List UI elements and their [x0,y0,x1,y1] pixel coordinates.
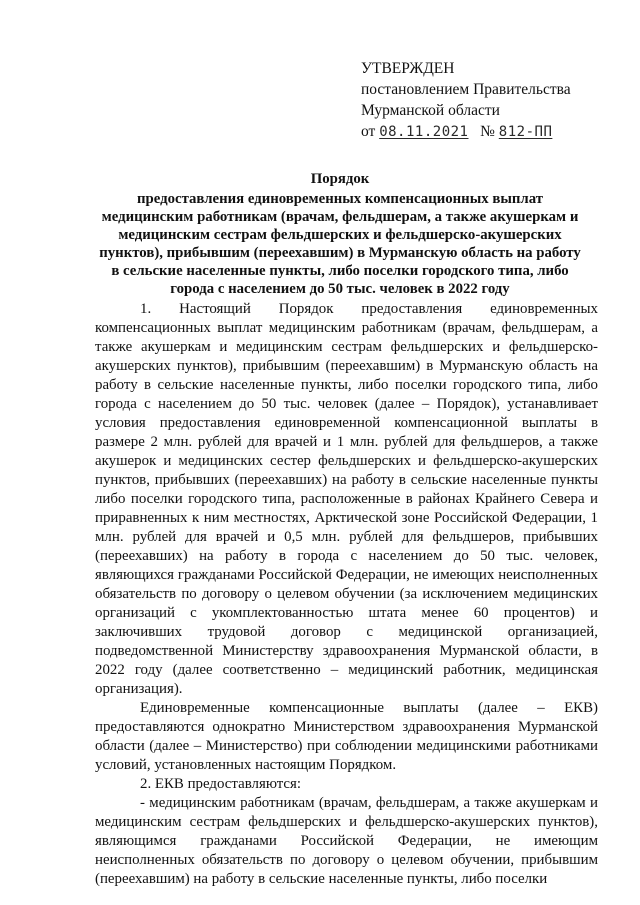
title-heading: Порядок [310,171,370,187]
approval-title: УТВЕРЖДЕН [361,60,455,77]
number-prefix: № [480,123,495,140]
paragraph-1: 1. Настоящий Порядок предоставления единовременных компенсационных выплат медицинским работникам (врачам, фельдшерам, а также акушеркам и медицинским сестрам фельдшерских и фельдшерско-акушерских пунктов), прибывшим (переехавшим) в Мурманскую область на работу в сельские населенные пункты, либо поселки городского типа, либо города с населением до 50 тыс. человек (далее – Порядок), устанавливает условия предоставления единовременной компенсационной выплаты в размере 2 млн. рублей для врачей и 1 млн. рублей для фельдшеров, а также акушерок и медицинских сестер фельдшерских и фельдшерско-акушерских пунктов, прибывших (переехавших) на работу в сельские населенные пункты либо поселки городского типа, расположенные в районах Крайнего Севера и приравненных к ним местностях, Арктической зоне Российской Федерации, 1 млн. рублей для врачей и 0,5 млн. рублей для фельдшеров, прибывших (переехавших) на работу в города с населением до 50 тыс. человек, являющихся гражданами Российской Федерации, не имеющих неисполненных обязательств по договору о целевом обучении (за исключением медицинских организаций с укомплектованностью штата менее 60 процентов) и заключивших трудовой договор с медицинской организацией, подведомственной Министерству здравоохранения Мурманской области, в 2022 году (далее соответственно – медицинский работник, медицинская организация). [95,301,598,697]
title-line: в сельские населенные пункты, либо поселки городского типа, либо [111,263,569,279]
approval-region: Мурманской области [361,102,500,119]
approval-date-line [361,121,571,143]
paragraph-2: Единовременные компенсационные выплаты (далее – ЕКВ) предоставляются однократно Министерством здравоохранения Мурманской области (далее – Министерство) при соблюдении медицинскими работниками условий, установленных настоящим Порядком. [95,700,598,773]
approval-number: 812-ПП [498,124,553,140]
paragraph-3: 2. ЕКВ предоставляются: [140,776,302,792]
title-line: предоставления единовременных компенсационных выплат [136,191,544,207]
approval-date: 08.11.2021 [379,124,469,140]
title-line: медицинским работникам (врачам, фельдшерам, а также акушеркам и [101,209,579,225]
title-line: города с населением до 50 тыс. человек в 2022 году [170,281,510,297]
title-line: медицинским сестрам фельдшерских и фельдшерско-акушерских [118,227,562,243]
title-line: пунктов), прибывшим (переехавшим) в Мурманскую область на работу [99,245,581,261]
document-title [85,170,595,298]
document-body [95,300,598,889]
date-prefix: от [361,123,376,140]
paragraph-4: - медицинским работникам (врачам, фельдшерам, а также акушеркам и медицинским сестрам фельдшерских и фельдшерско-акушерских пунктов), являющимся гражданами Российской Федерации, не имеющим неисполненных обязательств по договору о целевом обучении, прибывшим (переехавшим) на работу в сельские населенные пункты, либо поселки [95,795,598,887]
approval-stamp [361,58,571,143]
approval-issuer: постановлением Правительства [361,81,571,98]
